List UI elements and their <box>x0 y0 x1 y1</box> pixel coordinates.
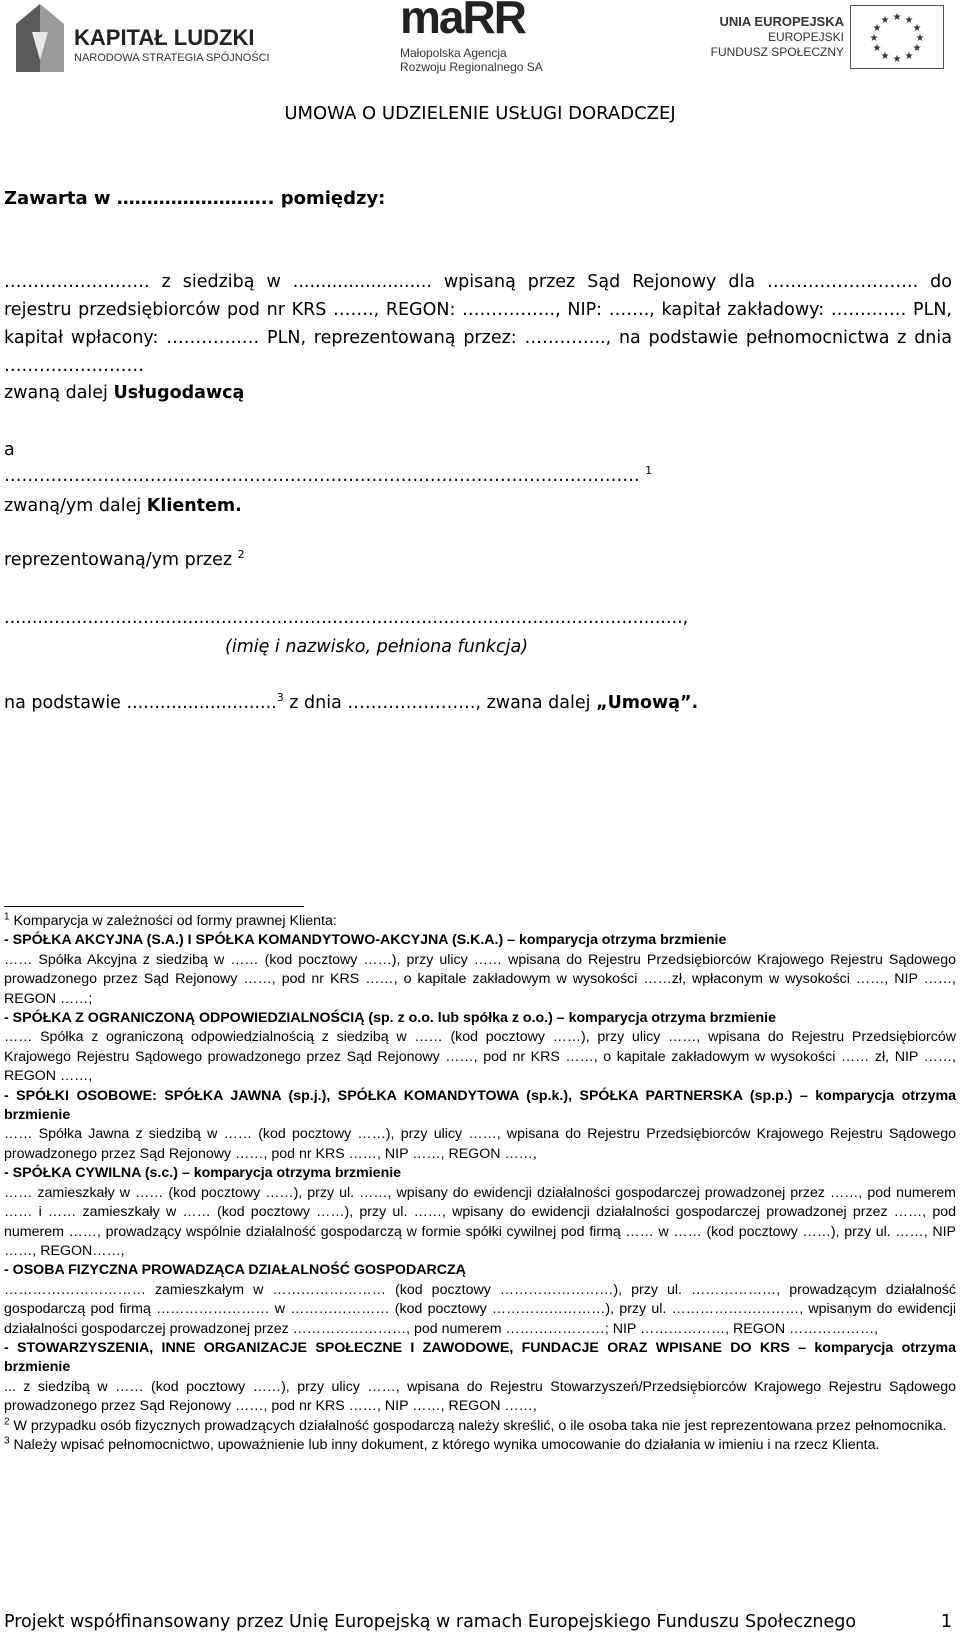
svg-text:★: ★ <box>880 15 890 26</box>
footnote-1-intro <box>4 912 956 931</box>
footnote-3-text: Należy wpisać pełnomocnictwo, upoważnienie lub inny dokument, z którego wynika umocowanie do działania w imieniu i na rzecz Klienta. <box>13 1436 880 1453</box>
marr-subtitle-line1: Małopolska Agencja <box>400 46 507 60</box>
zwana-uslugodawca <box>4 383 244 403</box>
footnote-para-osoba: ………………………… zamieszkałym w …………………… (kod pocztowy ……………………), przy ul. ………………, prowadzącym działalność gospodarczą pod firmą …………………… w ………………… (kod pocztowy ……………………), przy ul. ………………………, wpisanym do ewidencji działalności gospodarczej prowadzonej przez ……………………, pod numerem …………………; NIP ………………, REGON ………………, <box>4 1281 956 1337</box>
ue-line2: EUROPEJSKI <box>767 30 844 44</box>
svg-text:★: ★ <box>872 23 882 34</box>
kapital-ludzki-logo <box>12 0 270 80</box>
svg-text:★: ★ <box>892 54 902 65</box>
footnote-heading-sa <box>4 931 956 950</box>
ue-text <box>711 14 844 60</box>
ue-line1: UNIA EUROPEJSKA <box>719 14 844 29</box>
marr-subtitle <box>400 46 543 74</box>
napod-mid: z dnia …………………., zwana dalej <box>283 693 597 713</box>
footnote-heading-zoo-text: - SPÓŁKA Z OGRANICZONĄ ODPOWIEDZIALNOŚCIĄ (sp. z o.o. lub spółka z o.o.) – komparycja otrzyma brzmienie <box>4 1010 776 1027</box>
svg-text:★: ★ <box>912 43 922 54</box>
klient-dots: ………………………………………………………………………………………………. <box>4 466 640 486</box>
ue-line3: FUNDUSZ SPOŁECZNY <box>710 45 844 59</box>
ue-logo <box>700 0 950 80</box>
footnote-para-cywilna: …… zamieszkały w …… (kod pocztowy ……), przy ul. ……, wpisany do ewidencji działalności gospodarczej prowadzonej przez ……, pod numerem …… i …… zamieszkały w …… (kod pocztowy ……), przy ul. ……, wpisany do ewidencji działalności gospodarczej prowadzonej przez ……, pod numerem ……, prowadzący wspólnie działalność gospodarczą w formie spółki cywilnej pod firmą …… w …… (kod pocztowy ……), przy ul. ……, NIP ……, REGON……, <box>4 1184 956 1259</box>
uslugodawca-label: Usługodawcą <box>113 383 245 403</box>
footnote-2-text: W przypadku osób fizycznych prowadzących działalność gospodarczą należy skreślić, o ile osoba taka nie jest reprezentowana przez pełnomocnika. <box>13 1417 947 1434</box>
zwana-prefix: zwaną dalej <box>4 383 114 403</box>
napod-prefix: na podstawie <box>4 693 121 713</box>
footnote-heading-osoba <box>4 1261 956 1280</box>
zwana-klient <box>4 496 242 516</box>
svg-text:★: ★ <box>915 33 925 44</box>
footnote-1-number: 1 <box>4 911 10 923</box>
repr-dots: .........................................................................................................................., <box>4 608 689 628</box>
footnote-2 <box>4 1417 956 1436</box>
footnote-heading-sa-text: - SPÓŁKA AKCYJNA (S.A.) I SPÓŁKA KOMANDYTOWO-AKCYJNA (S.K.A.) – komparycja otrzyma brzmienie <box>4 932 727 949</box>
kapital-ludzki-subtitle: NARODOWA STRATEGIA SPÓJNOŚCI <box>74 52 270 64</box>
zawarta-line: Zawarta w …………………….. pomiędzy: <box>4 188 386 209</box>
page-footer: Projekt współfinansowany przez Unię Europejską w ramach Europejskiego Funduszu Społecznego <box>4 1612 857 1632</box>
page-number: 1 <box>940 1612 952 1632</box>
svg-text:★: ★ <box>912 23 922 34</box>
footnote-heading-osobowe-text: - SPÓŁKI OSOBOWE: SPÓŁKA JAWNA (sp.j.), SPÓŁKA KOMANDYTOWA (sp.k.), SPÓŁKA PARTNERSKA (sp.p.) – komparycja otrzyma brzmienie <box>4 1087 956 1124</box>
na-podstawie-line <box>4 693 698 713</box>
conjunction-a: a <box>4 440 15 460</box>
footnote-ref-1: 1 <box>645 464 653 478</box>
svg-text:★: ★ <box>880 51 890 62</box>
napod-dots: ........................... <box>126 693 277 713</box>
footnote-3 <box>4 1436 956 1455</box>
footnote-para-sa: …… Spółka Akcyjna z siedzibą w …… (kod pocztowy ……), przy ulicy …… wpisana do Rejestru Przedsiębiorców Krajowego Rejestru Sądowego prowadzonego przez Sąd Rejonowy ……, pod nr KRS ……, o kapitale zakładowym w wysokości ……zł, wpłaconym w wysokości ……, NIP ……, REGON ……; <box>4 951 956 1007</box>
footnote-heading-zoo <box>4 1009 956 1028</box>
footnote-divider <box>4 906 304 907</box>
svg-text:★: ★ <box>904 15 914 26</box>
footnote-1-intro-text: Komparycja w zależności od formy prawnej Klienta: <box>13 913 337 929</box>
footnotes <box>4 912 956 1455</box>
zwana2-prefix: zwaną/ym dalej <box>4 496 147 516</box>
footnote-para-osobowe: …… Spółka Jawna z siedzibą w …… (kod pocztowy ……), przy ulicy ……, wpisana do Rejestru Przedsiębiorców Krajowego Rejestru Sądowego prowadzonego przez Sąd Rejonowy ……, pod nr KRS ……, NIP ……, REGON ……, <box>4 1126 956 1162</box>
svg-text:★: ★ <box>892 12 902 23</box>
svg-text:★: ★ <box>872 43 882 54</box>
footnote-ref-2: 2 <box>237 548 245 562</box>
party1-paragraph: ……………………. z siedzibą w ......................... wpisaną przez Sąd Rejonowy dla …………………….. do rejestru przedsiębiorców pod nr KRS ……., REGON: ……………., NIP: ……., kapitał zakładowy: ……….… PLN, kapitał wpłacony: ………….… PLN, reprezentowaną przez: ………….., na podstawie pełnomocnictwa z dnia …………………… <box>4 272 952 376</box>
kapital-ludzki-icon <box>12 2 68 76</box>
marr-logo <box>400 0 550 80</box>
svg-text:★: ★ <box>904 51 914 62</box>
kapital-ludzki-title: KAPITAŁ LUDZKI <box>74 25 255 50</box>
footnote-3-number: 3 <box>4 1435 10 1447</box>
klient-label: Klientem. <box>146 496 242 516</box>
footnote-para-stow: ... z siedzibą w …… (kod pocztowy ……), przy ulicy ……, wpisana do Rejestru Stowarzyszeń/Przedsiębiorców Krajowego Rejestru Sądowego prowadzonego przez Sąd Rejonowy ……, pod nr KRS ……, NIP ……, REGON ……, <box>4 1378 956 1415</box>
footnote-heading-stow-text: - STOWARZYSZENIA, INNE ORGANIZACJE SPOŁECZNE I ZAWODOWE, FUNDACJE ORAZ WPISANE DO KRS – komparycja otrzyma brzmienie <box>4 1339 956 1376</box>
imie-nazwisko-caption: (imię i nazwisko, pełniona funkcja) <box>225 637 529 657</box>
umowa-label: „Umową”. <box>596 693 699 713</box>
footnote-2-number: 2 <box>4 1415 10 1427</box>
repr-text: reprezentowaną/ym przez <box>4 550 233 570</box>
marr-subtitle-line2: Rozwoju Regionalnego SA <box>400 60 543 74</box>
klient-dots-line <box>4 466 652 486</box>
footnote-ref-3: 3 <box>276 691 284 705</box>
svg-text:★: ★ <box>869 33 879 44</box>
reprezentowana-line <box>4 550 245 570</box>
document-title: UMOWA O UDZIELENIE USŁUGI DORADCZEJ <box>284 103 676 124</box>
footnote-heading-osoba-text: - OSOBA FIZYCZNA PROWADZĄCA DZIAŁALNOŚĆ GOSPODARCZĄ <box>4 1262 466 1279</box>
footnote-heading-osobowe <box>4 1087 956 1126</box>
footnote-heading-cywilna <box>4 1164 956 1183</box>
footnote-para-zoo: …… Spółka z ograniczoną odpowiedzialnością z siedzibą w …… (kod pocztowy ……), przy ulicy ……, wpisana do Rejestru Przedsiębiorców Krajowego Rejestru Sądowego prowadzonego przez Sąd Rejonowy ……, pod nr KRS ……, o kapitale zakładowym w wysokości …… zł, NIP ……, REGON ……, <box>4 1029 956 1085</box>
marr-title: maRR <box>400 0 525 43</box>
footnote-heading-stow <box>4 1339 956 1378</box>
footnote-heading-cywilna-text: - SPÓŁKA CYWILNA (s.c.) – komparycja otrzyma brzmienie <box>4 1165 402 1182</box>
eu-flag-icon <box>850 5 944 69</box>
